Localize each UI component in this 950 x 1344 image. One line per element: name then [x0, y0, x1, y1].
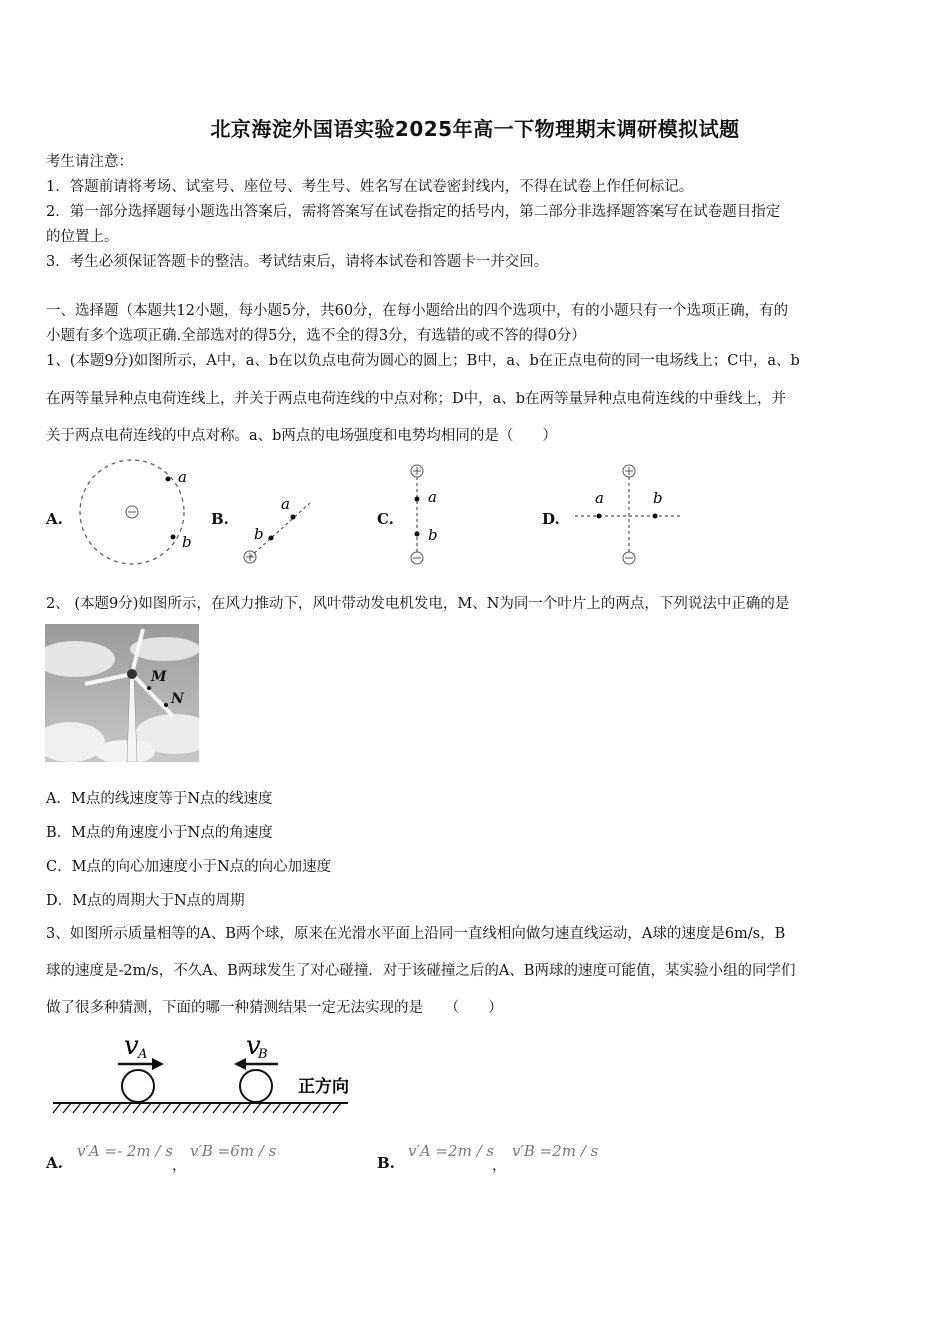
va-label: v	[124, 1031, 139, 1061]
q3-option-b-comma: ，	[492, 1158, 507, 1174]
notice-heading: 考生请注意：	[46, 154, 133, 170]
q1-figure-c	[400, 460, 460, 570]
q3-option-b-label: B.	[377, 1154, 395, 1172]
q1c-point-a: a	[428, 488, 437, 506]
q3-option-a-comma: ，	[172, 1158, 187, 1174]
notice-item: 3．考生必须保证答题卡的整洁。考试结束后，请将本试卷和答题卡一并交回。	[46, 254, 549, 270]
q1-stem: 在两等量异种点电荷连线上，并关于两点电荷连线的中点对称；D中，a、b在两等量异种点电荷连线的中垂线上，并	[46, 391, 787, 407]
q1b-point-a: a	[281, 495, 290, 513]
q1c-point-b: b	[428, 526, 438, 544]
q2-stem: 2、 (本题9分)如图所示，在风力推动下，风叶带动发电机发电，M、N为同一个叶片上的两点，下列说法中正确的是	[46, 596, 790, 612]
page-title: 北京海淀外国语实验2025年高一下物理期末调研模拟试题	[210, 117, 740, 141]
direction-label: 正方向	[298, 1077, 349, 1097]
q3-stem: 做了很多种猜测，下面的哪一种猜测结果一定无法实现的是 （ ）	[46, 1000, 503, 1016]
notice-item: 1．答题前请将考场、试室号、座位号、考生号、姓名写在试卷密封线内，不得在试卷上作任何标记。	[46, 179, 694, 195]
va-sub: A	[138, 1047, 148, 1062]
q3-option-a-label: A.	[46, 1154, 63, 1172]
q3-option-a-expr1: v′A =- 2m / s	[77, 1142, 173, 1160]
section-intro: 小题有多个选项正确.全部选对的得5分，选不全的得3分，有选错的或不答的得0分）	[46, 328, 586, 344]
q3-option-b-expr1: v′A =2m / s	[408, 1142, 495, 1160]
q1-option-a-label: A.	[46, 510, 63, 528]
q1-figure-a	[70, 455, 200, 580]
notice-item: 2．第一部分选择题每小题选出答案后，需将答案写在试卷指定的括号内，第二部分非选择题答案写在试卷题目指定	[46, 204, 781, 220]
q1d-point-b: b	[653, 489, 663, 507]
q1-option-d-label: D.	[542, 510, 560, 528]
q1a-point-a: a	[178, 468, 187, 486]
label-m: M	[151, 669, 167, 685]
label-n: N	[171, 691, 184, 707]
q1b-point-b: b	[254, 525, 264, 543]
q1-option-b-label: B.	[211, 510, 229, 528]
q2-option-b: B．M点的角速度小于N点的角速度	[46, 825, 273, 841]
q1d-point-a: a	[595, 489, 604, 507]
vb-label: v	[246, 1031, 261, 1061]
q3-stem: 球的速度是-2m/s，不久A、B两球发生了对心碰撞．对于该碰撞之后的A、B两球的速度可能值，某实验小组的同学们	[46, 963, 796, 979]
vb-sub: B	[258, 1047, 268, 1062]
q1-figure-d	[570, 460, 685, 570]
q2-option-d: D．M点的周期大于N点的周期	[46, 893, 245, 909]
q1-figure-b	[235, 485, 325, 570]
q3-option-b-expr2: v′B =2m / s	[512, 1142, 599, 1160]
q1-stem: 1、(本题9分)如图所示，A中，a、b在以负点电荷为圆心的圆上；B中，a、b在正点电荷的同一电场线上；C中，a、b	[46, 353, 800, 369]
q2-option-c: C．M点的向心加速度小于N点的向心加速度	[46, 859, 332, 875]
q1a-point-b: b	[182, 533, 192, 551]
q1-option-c-label: C.	[377, 510, 394, 528]
notice-item: 的位置上。	[46, 229, 119, 245]
collision-diagram	[48, 1028, 368, 1120]
q3-stem: 3、如图所示质量相等的A、B两个球，原来在光滑水平面上沿同一直线相向做匀速直线运动，A球的速度是6m/s，B	[46, 926, 786, 942]
wind-turbine-photo	[45, 624, 199, 762]
q1-stem: 关于两点电荷连线的中点对称。a、b两点的电场强度和电势均相同的是（ ）	[46, 428, 557, 444]
section-intro: 一、选择题（本题共12小题，每小题5分，共60分，在每小题给出的四个选项中，有的小题只有一个选项正确，有的	[46, 303, 789, 319]
q3-option-a-expr2: v′B =6m / s	[190, 1142, 277, 1160]
q2-option-a: A．M点的线速度等于N点的线速度	[46, 791, 273, 807]
